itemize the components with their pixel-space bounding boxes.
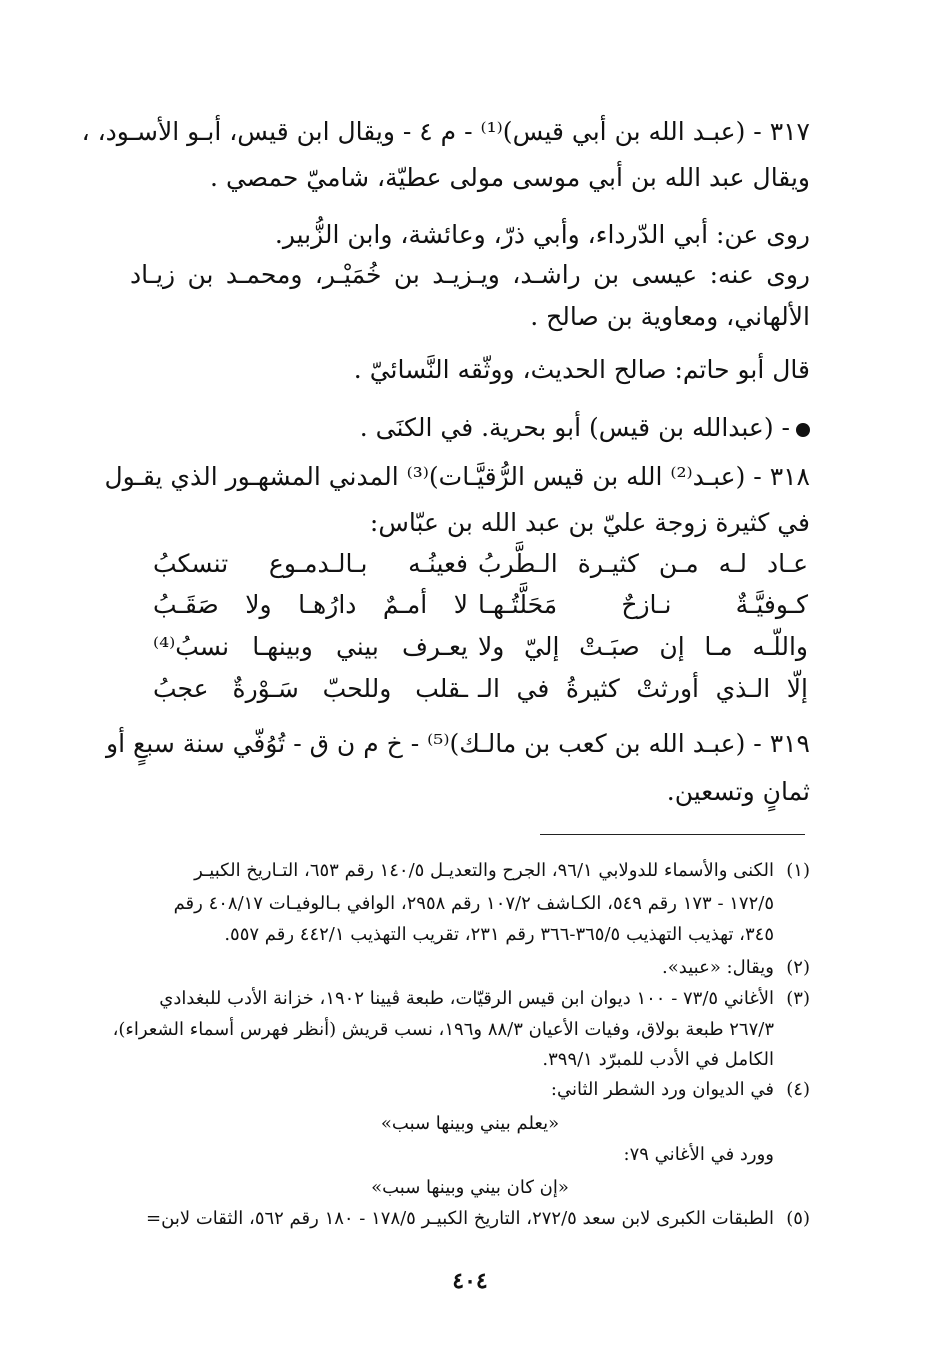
entry-317-heading: ٣١٧ - (عبـد الله بن أبي قيس)⁽¹⁾ - م ٤ - ويقال ابن قيس، أبـو الأسـود، ، bbox=[81, 117, 810, 146]
poem-verse-4-first: إلّا الـذي أورثتْ كثيرةُ في الـ bbox=[478, 674, 808, 703]
footnote-5-number: (٥) bbox=[786, 1208, 810, 1229]
poem-verse-1-first: عـاد لـه مـن كثيـرة الـطَّربُ bbox=[478, 549, 808, 578]
footnote-4-number: (٤) bbox=[786, 1079, 810, 1100]
entry-317-narrated-by-1: روى عنه: عيسى بن راشـد، ويـزيـد بن خُمَيْـر، ومحمـد بن زيـاد bbox=[130, 260, 810, 289]
footnote-1-text: الكنى والأسماء للدولابي ٩٦/١، الجرح والتعديـل ١٤٠/٥ رقم ٦٥٣، التـاريخ الكبيـر bbox=[194, 860, 774, 881]
footnote-1-line2: ١٧٢/٥ - ١٧٣ رقم ٥٤٩، الكـاشف ١٠٧/٢ رقم ٢٩٥٨، الوافي بـالوفيـات ٤٠٨/١٧ رقم bbox=[173, 893, 774, 914]
footnote-3-text: الأغاني ٧٣/٥ - ١٠٠ ديوان ابن قيس الرقيّات، طبعة ڤيينا ١٩٠٢، خزانة الأدب للبغدادي bbox=[159, 988, 774, 1009]
footnote-2-number: (٢) bbox=[786, 957, 810, 978]
entry-317-narrated-by-2: الألهاني، ومعاوية بن صالح . bbox=[530, 302, 810, 331]
footnote-1-line1 bbox=[120, 858, 810, 884]
footnote-5-text: الطبقات الكبرى لابن سعد ٢٧٢/٥، التاريخ الكبيـر ١٧٨/٥ - ١٨٠ رقم ٥٦٢، الثقات لابن= bbox=[146, 1208, 774, 1229]
entry-317-narrated-from: روى عن: أبي الدّرداء، وأبي ذرّ، وعائشة، وابن الزُّبير. bbox=[274, 220, 810, 249]
poem-verse-2-first: كـوفيَّـةٌ نـازحٌ مَحَلَّتُـهـا bbox=[478, 590, 808, 619]
kuna-text: - (عبدالله بن قيس) أبو بحرية. في الكنَى . bbox=[359, 413, 790, 442]
footnote-4-line2: وورد في الأغاني ٧٩: bbox=[623, 1144, 774, 1165]
poem-verse-4-second: ـقلب وللحبّ سَـوْرةٌ عجبُ bbox=[153, 674, 468, 703]
footnote-5-line1 bbox=[120, 1206, 810, 1232]
kuna-cross-reference bbox=[130, 413, 810, 443]
footnote-2-text: ويقال: «عبيد». bbox=[662, 957, 774, 978]
entry-319-heading: ٣١٩ - (عبـد الله بن كعب بن مالـك)⁽⁵⁾ - خ م ن ق - تُوُفّي سنة سبعٍ أو bbox=[106, 729, 810, 758]
footnote-separator bbox=[540, 834, 805, 835]
footnote-4-quote-2: «إن كان بيني وبينها سبب» bbox=[371, 1177, 569, 1198]
footnote-3-line2: ٢٦٧/٣ طبعة بولاق، وفيات الأعيان ٨٨/٣ و١٩٦، نسب قريش (أنظر فهرس أسماء الشعراء)، bbox=[112, 1019, 774, 1040]
entry-317-line2: ويقال عبد الله بن أبي موسى مولى عطيّة، شاميّ حمصي . bbox=[210, 163, 810, 192]
poem-verse-3-first: واللّـه مـا إن صبَـتْ إليّ ولا bbox=[478, 632, 808, 661]
footnote-3-number: (٣) bbox=[786, 988, 810, 1009]
poem-verse-3-second: يعـرف بيني وبينهـا نسبُ⁽⁴⁾ bbox=[153, 632, 468, 661]
entry-318-heading: ٣١٨ - (عبـد⁽²⁾ الله بن قيس الرُّقيَّـات)⁽³⁾ المدني المشهـور الذي يقـول bbox=[104, 462, 810, 491]
footnote-1-line3: ٣٤٥، تهذيب التهذيب ٣٦٥/٥-٣٦٦ رقم ٢٣١، تقريب التهذيب ٤٤٢/١ رقم ٥٥٧. bbox=[224, 924, 774, 945]
footnote-4-line1 bbox=[120, 1077, 810, 1103]
footnote-1-number: (١) bbox=[786, 860, 810, 881]
entry-317-abu-hatim: قال أبو حاتم: صالح الحديث، ووثّقه النَّسائيّ . bbox=[353, 355, 810, 384]
footnote-4-text: في الديوان ورد الشطر الثاني: bbox=[550, 1079, 774, 1100]
page-number: ٤٠٤ bbox=[452, 1268, 488, 1294]
footnote-2 bbox=[120, 955, 810, 981]
entry-319-line2: ثمانٍ وتسعين. bbox=[666, 777, 810, 806]
poem-verse-2-second: لا أمـمٌ دارُهـا ولا صَقَـبُ bbox=[153, 590, 468, 619]
entry-318-line2: في كثيرة زوجة عليّ بن عبد الله بن عبّاس: bbox=[369, 508, 810, 537]
bullet-icon bbox=[796, 423, 810, 437]
footnote-3-line3: الكامل في الأدب للمبرّد ٣٩٩/١. bbox=[542, 1049, 774, 1070]
footnote-3-line1 bbox=[120, 986, 810, 1012]
poem-verse-1-second: فعينُـه بـالـدمـوع تنسكبُ bbox=[153, 549, 468, 578]
footnote-4-quote-1: «يعلم بيني وبينها سبب» bbox=[380, 1113, 560, 1134]
